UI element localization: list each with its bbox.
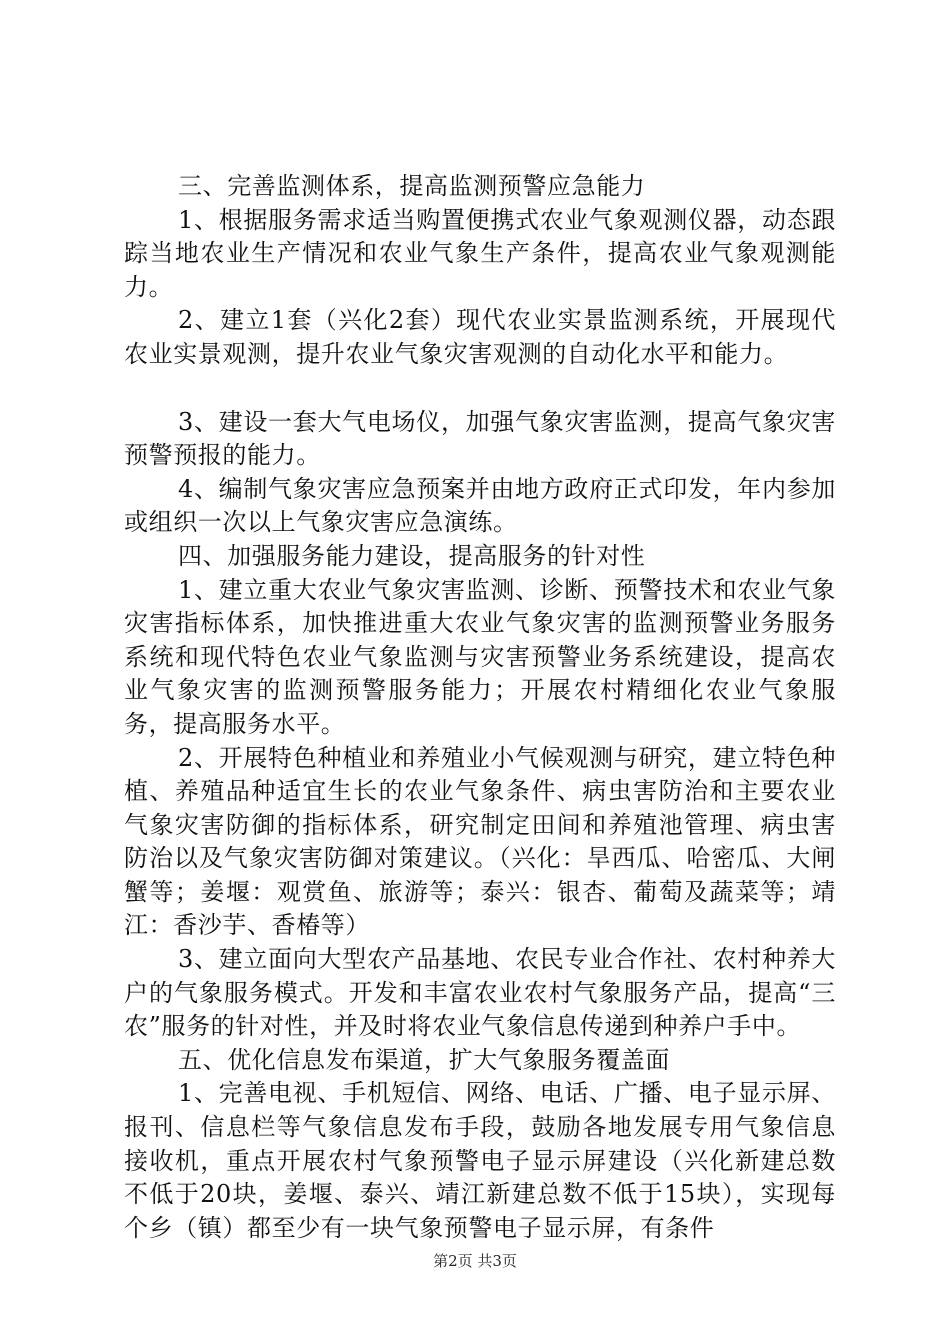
paragraph-4-2: 2、开展特色种植业和养殖业小气候观测与研究，建立特色种植、养殖品种适宜生长的农业气象条件、病虫害防治和主要农业气象灾害防御的指标体系，研究制定田间和养殖池管理、病虫害防治以及气象灾害防御对策建议。（兴化：旱西瓜、哈密瓜、大闸蟹等；姜堰：观赏鱼、旅游等；泰兴：银杏、葡萄及蔬菜等；靖江：香沙芋、香椿等） xyxy=(124,743,836,940)
document-body xyxy=(124,170,836,1245)
paragraph-4-3: 3、建立面向大型农产品基地、农民专业合作社、农村种养大户的气象服务模式。开发和丰富农业农村气象服务产品，提高“三农”服务的针对性，并及时将农业气象信息传递到种养户手中。 xyxy=(124,945,836,1041)
section-heading-3: 三、完善监测体系，提高监测预警应急能力 xyxy=(178,172,646,200)
paragraph-3-2: 2、建立1套（兴化2套）现代农业实景监测系统，开展现代农业实景观测，提升农业气象灾害观测的自动化水平和能力。 xyxy=(124,306,836,368)
section-heading-5: 五、优化信息发布渠道，扩大气象服务覆盖面 xyxy=(178,1045,670,1074)
paragraph-3-1: 1、根据服务需求适当购置便携式农业气象观测仪器，动态跟踪当地农业生产情况和农业气象生产条件，提高农业气象观测能力。 xyxy=(124,205,836,301)
paragraph-5-1: 1、完善电视、手机短信、网络、电话、广播、电子显示屏、报刊、信息栏等气象信息发布手段，鼓励各地发展专用气象信息接收机，重点开展农村气象预警电子显示屏建设（兴化新建总数不低于20块，姜堰、泰兴、靖江新建总数不低于15块），实现每个乡（镇）都至少有一块气象预警电子显示屏，有条件 xyxy=(124,1079,836,1242)
paragraph-3-4: 4、编制气象灾害应急预案并由地方政府正式印发，年内参加或组织一次以上气象灾害应急演练。 xyxy=(124,474,836,537)
paragraph-4-1: 1、建立重大农业气象灾害监测、诊断、预警技术和农业气象灾害指标体系，加快推进重大农业气象灾害的监测预警业务服务系统和现代特色农业气象监测与灾害预警业务系统建设，提高农业气象灾害的监测预警服务能力；开展农村精细化农业气象服务，提高服务水平。 xyxy=(124,575,836,738)
section-heading-4: 四、加强服务能力建设，提高服务的针对性 xyxy=(178,541,646,570)
page-number-footer: 第2页 共3页 xyxy=(433,1252,517,1270)
paragraph-3-3: 3、建设一套大气电场仪，加强气象灾害监测，提高气象灾害预警预报的能力。 xyxy=(124,407,836,470)
